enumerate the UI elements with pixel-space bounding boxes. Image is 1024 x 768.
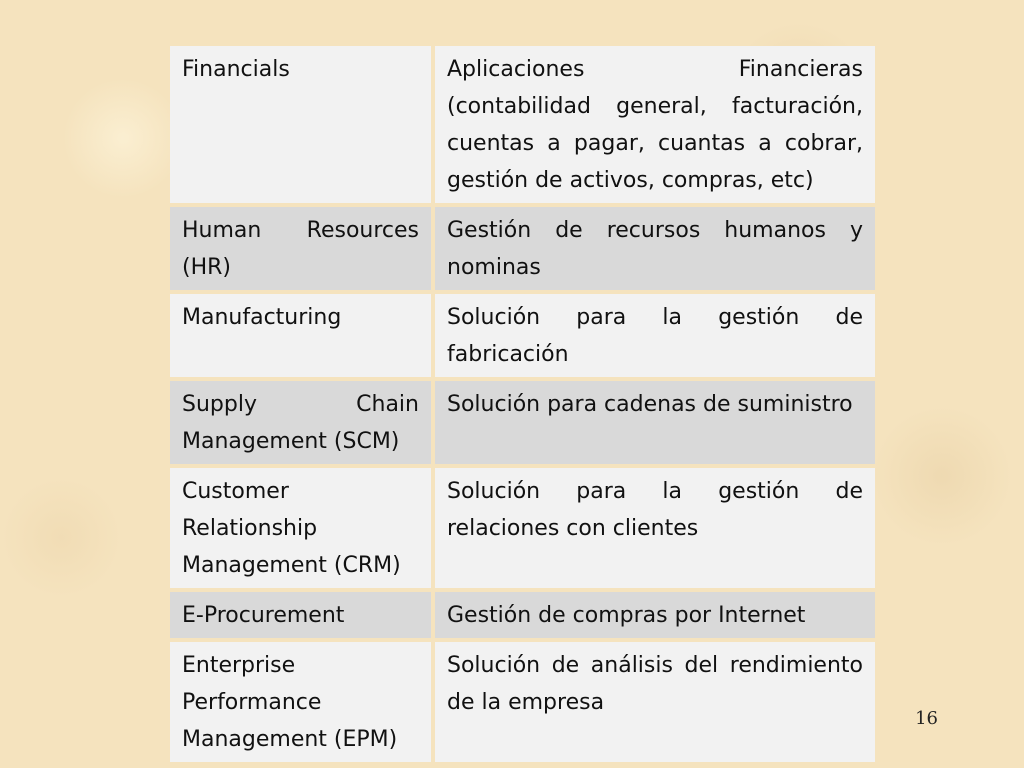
module-description-cell: Gestión de compras por Internet	[435, 592, 875, 642]
module-name-cell: Enterprise Performance Management (EPM)	[170, 642, 435, 762]
module-name-cell: E-Procurement	[170, 592, 435, 642]
table-row	[170, 592, 875, 642]
module-name-cell: Supply Chain Management (SCM)	[170, 381, 435, 468]
module-description-cell: Solución para la gestión de relaciones con clientes	[435, 468, 875, 592]
module-description-cell: Solución para cadenas de suministro	[435, 381, 875, 468]
module-description-cell: Solución para la gestión de fabricación	[435, 294, 875, 381]
module-name-cell: Manufacturing	[170, 294, 435, 381]
module-description-cell: Aplicaciones Financieras (contabilidad general, facturación, cuentas a pagar, cuantas a cobrar, gestión de activos, compras, etc)	[435, 46, 875, 207]
table-row	[170, 642, 875, 762]
module-name-cell: Customer Relationship Management (CRM)	[170, 468, 435, 592]
erp-modules-table	[170, 46, 875, 762]
table-row	[170, 381, 875, 468]
module-name-cell: Financials	[170, 46, 435, 207]
module-description-cell: Gestión de recursos humanos y nominas	[435, 207, 875, 294]
table-row	[170, 207, 875, 294]
module-name-cell: Human Resources (HR)	[170, 207, 435, 294]
table-row	[170, 468, 875, 592]
table-row	[170, 46, 875, 207]
page-number: 16	[915, 708, 938, 729]
table-row	[170, 294, 875, 381]
module-description-cell: Solución de análisis del rendimiento de la empresa	[435, 642, 875, 762]
